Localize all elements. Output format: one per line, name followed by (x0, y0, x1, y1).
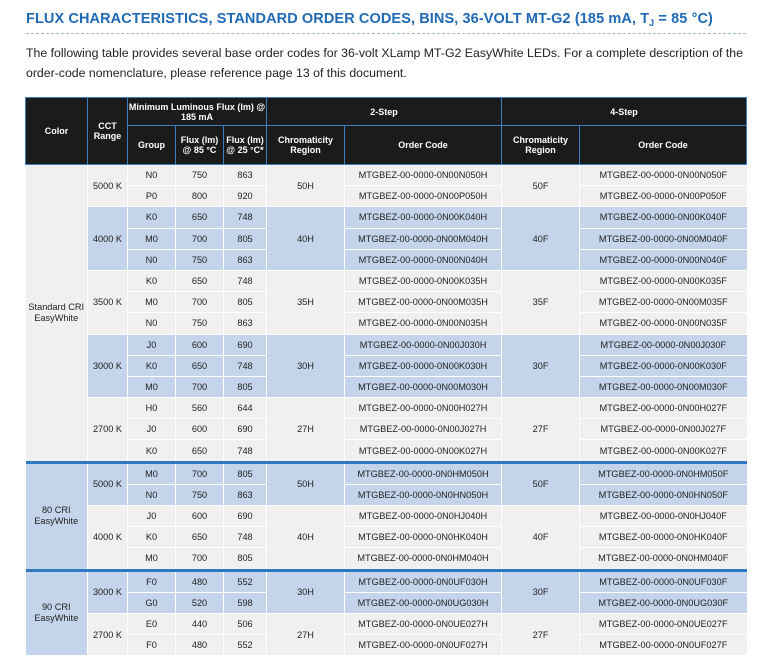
flux-25c-cell: 748 (224, 355, 267, 376)
table-row (26, 484, 747, 505)
order-code-4step-cell: MTGBEZ-00-0000-0N00K027F (580, 440, 747, 462)
chromaticity-region-4step-cell: 40F (502, 506, 580, 571)
order-code-2step-cell: MTGBEZ-00-0000-0N0UE027H (345, 613, 502, 634)
order-code-4step-cell: MTGBEZ-00-0000-0N0HK040F (580, 527, 747, 548)
flux-85c-cell: 750 (176, 484, 224, 505)
flux-25c-cell: 805 (224, 228, 267, 249)
flux-25c-cell: 748 (224, 527, 267, 548)
order-code-4step-cell: MTGBEZ-00-0000-0N00N050F (580, 165, 747, 186)
table-row (26, 270, 747, 291)
group-cell: M0 (128, 548, 176, 570)
order-code-2step-cell: MTGBEZ-00-0000-0N00J030H (345, 334, 502, 355)
flux-85c-cell: 520 (176, 592, 224, 613)
flux-25c-cell: 690 (224, 506, 267, 527)
flux-85c-cell: 650 (176, 355, 224, 376)
order-code-4step-cell: MTGBEZ-00-0000-0N00K030F (580, 355, 747, 376)
group-cell: J0 (128, 506, 176, 527)
flux-25c-cell: 863 (224, 484, 267, 505)
chromaticity-region-2step-cell: 30H (267, 334, 345, 398)
intro-paragraph: The following table provides several base order codes for 36-volt XLamp MT-G2 EasyWhite LEDs. For a complete description of the order-code nomenclature, please reference page 13 of this document. (26, 46, 743, 80)
group-cell: F0 (128, 570, 176, 592)
flux-25c-cell: 863 (224, 313, 267, 334)
order-code-4step-cell: MTGBEZ-00-0000-0N0UE027F (580, 613, 747, 634)
order-code-2step-cell: MTGBEZ-00-0000-0N00N035H (345, 313, 502, 334)
order-code-4step-cell: MTGBEZ-00-0000-0N00M030F (580, 376, 747, 397)
order-code-2step-cell: MTGBEZ-00-0000-0N0HM040H (345, 548, 502, 570)
cct-range-cell: 2700 K (88, 613, 128, 655)
chromaticity-region-4step-cell: 50F (502, 462, 580, 505)
header-min-luminous-flux: Minimum Luminous Flux (lm) @ 185 mA (128, 98, 267, 126)
order-code-2step-cell: MTGBEZ-00-0000-0N00P050H (345, 186, 502, 207)
flux-85c-cell: 700 (176, 292, 224, 313)
flux-25c-cell: 805 (224, 292, 267, 313)
table-row (26, 186, 747, 207)
order-code-2step-cell: MTGBEZ-00-0000-0N0HJ040H (345, 506, 502, 527)
flux-85c-cell: 480 (176, 635, 224, 656)
cct-range-cell: 4000 K (88, 506, 128, 571)
order-code-2step-cell: MTGBEZ-00-0000-0N00M035H (345, 292, 502, 313)
flux-25c-cell: 863 (224, 165, 267, 186)
table-header (26, 98, 747, 165)
order-code-2step-cell: MTGBEZ-00-0000-0N0UF027H (345, 635, 502, 656)
table-row (26, 506, 747, 527)
flux-25c-cell: 805 (224, 376, 267, 397)
order-code-4step-cell: MTGBEZ-00-0000-0N0HM050F (580, 462, 747, 484)
color-cell: Standard CRI EasyWhite (26, 165, 88, 463)
table-row (26, 355, 747, 376)
flux-85c-cell: 750 (176, 165, 224, 186)
table-row (26, 592, 747, 613)
cct-range-cell: 5000 K (88, 165, 128, 207)
order-code-2step-cell: MTGBEZ-00-0000-0N00N040H (345, 249, 502, 270)
group-cell: M0 (128, 228, 176, 249)
table-row (26, 398, 747, 419)
section-title (26, 11, 713, 28)
order-code-4step-cell: MTGBEZ-00-0000-0N00M035F (580, 292, 747, 313)
table-row (26, 165, 747, 186)
header-color: Color (26, 98, 88, 165)
flux-25c-cell: 863 (224, 249, 267, 270)
group-cell: K0 (128, 270, 176, 291)
flux-25c-cell: 920 (224, 186, 267, 207)
flux-25c-cell: 644 (224, 398, 267, 419)
table-body (26, 165, 747, 656)
order-code-4step-cell: MTGBEZ-00-0000-0N0UF027F (580, 635, 747, 656)
order-code-2step-cell: MTGBEZ-00-0000-0N00H027H (345, 398, 502, 419)
header-two-step: 2-Step (267, 98, 502, 126)
header-chromaticity-region-2step: Chromaticity Region (267, 126, 345, 165)
group-cell: K0 (128, 207, 176, 228)
order-code-4step-cell: MTGBEZ-00-0000-0N0HJ040F (580, 506, 747, 527)
order-code-2step-cell: MTGBEZ-00-0000-0N00K027H (345, 440, 502, 462)
flux-85c-cell: 700 (176, 376, 224, 397)
group-cell: H0 (128, 398, 176, 419)
order-code-2step-cell: MTGBEZ-00-0000-0N00J027H (345, 419, 502, 440)
order-code-2step-cell: MTGBEZ-00-0000-0N0HK040H (345, 527, 502, 548)
order-code-2step-cell: MTGBEZ-00-0000-0N0UF030H (345, 570, 502, 592)
order-code-2step-cell: MTGBEZ-00-0000-0N00N050H (345, 165, 502, 186)
group-cell: P0 (128, 186, 176, 207)
header-order-code-2step: Order Code (345, 126, 502, 165)
flux-25c-cell: 748 (224, 440, 267, 462)
table-row (26, 207, 747, 228)
chromaticity-region-4step-cell: 35F (502, 270, 580, 334)
header-cct-range: CCT Range (88, 98, 128, 165)
cct-range-cell: 5000 K (88, 462, 128, 505)
order-code-2step-cell: MTGBEZ-00-0000-0N0HM050H (345, 462, 502, 484)
group-cell: M0 (128, 376, 176, 397)
order-code-4step-cell: MTGBEZ-00-0000-0N00P050F (580, 186, 747, 207)
chromaticity-region-2step-cell: 50H (267, 165, 345, 207)
chromaticity-region-4step-cell: 27F (502, 398, 580, 463)
flux-25c-cell: 552 (224, 635, 267, 656)
cct-range-cell: 3000 K (88, 334, 128, 398)
flux-25c-cell: 690 (224, 419, 267, 440)
group-cell: F0 (128, 635, 176, 656)
table-row (26, 527, 747, 548)
flux-85c-cell: 700 (176, 548, 224, 570)
order-code-4step-cell: MTGBEZ-00-0000-0N0HN050F (580, 484, 747, 505)
cct-range-cell: 3000 K (88, 570, 128, 613)
chromaticity-region-2step-cell: 30H (267, 570, 345, 613)
group-cell: N0 (128, 484, 176, 505)
order-code-2step-cell: MTGBEZ-00-0000-0N00M030H (345, 376, 502, 397)
group-cell: M0 (128, 292, 176, 313)
cct-range-cell: 4000 K (88, 207, 128, 271)
table-row (26, 440, 747, 462)
flux-85c-cell: 600 (176, 419, 224, 440)
chromaticity-region-2step-cell: 27H (267, 613, 345, 655)
table-row (26, 249, 747, 270)
flux-25c-cell: 552 (224, 570, 267, 592)
order-code-2step-cell: MTGBEZ-00-0000-0N00K030H (345, 355, 502, 376)
order-code-4step-cell: MTGBEZ-00-0000-0N00H027F (580, 398, 747, 419)
order-code-2step-cell: MTGBEZ-00-0000-0N00M040H (345, 228, 502, 249)
header-group: Group (128, 126, 176, 165)
flux-85c-cell: 750 (176, 313, 224, 334)
flux-85c-cell: 650 (176, 207, 224, 228)
table-row (26, 313, 747, 334)
flux-85c-cell: 480 (176, 570, 224, 592)
color-cell: 80 CRI EasyWhite (26, 462, 88, 570)
order-code-4step-cell: MTGBEZ-00-0000-0N00N040F (580, 249, 747, 270)
chromaticity-region-4step-cell: 30F (502, 334, 580, 398)
table-row (26, 228, 747, 249)
header-chromaticity-region-4step: Chromaticity Region (502, 126, 580, 165)
title-suffix: = 85 °C) (654, 11, 713, 27)
flux-table (25, 97, 747, 656)
group-cell: K0 (128, 440, 176, 462)
cct-range-cell: 2700 K (88, 398, 128, 463)
chromaticity-region-2step-cell: 40H (267, 207, 345, 271)
order-code-2step-cell: MTGBEZ-00-0000-0N0UG030H (345, 592, 502, 613)
flux-25c-cell: 690 (224, 334, 267, 355)
flux-85c-cell: 700 (176, 228, 224, 249)
header-four-step: 4-Step (502, 98, 747, 126)
flux-85c-cell: 600 (176, 506, 224, 527)
group-cell: J0 (128, 334, 176, 355)
chromaticity-region-2step-cell: 50H (267, 462, 345, 505)
header-flux-25c: Flux (lm) @ 25 °C* (224, 126, 267, 165)
table-row (26, 419, 747, 440)
group-cell: G0 (128, 592, 176, 613)
header-order-code-4step: Order Code (580, 126, 747, 165)
table-row (26, 570, 747, 592)
flux-25c-cell: 748 (224, 270, 267, 291)
flux-25c-cell: 805 (224, 548, 267, 570)
chromaticity-region-2step-cell: 35H (267, 270, 345, 334)
flux-85c-cell: 800 (176, 186, 224, 207)
order-code-2step-cell: MTGBEZ-00-0000-0N00K040H (345, 207, 502, 228)
group-cell: N0 (128, 313, 176, 334)
group-cell: J0 (128, 419, 176, 440)
chromaticity-region-2step-cell: 27H (267, 398, 345, 463)
order-code-4step-cell: MTGBEZ-00-0000-0N00N035F (580, 313, 747, 334)
group-cell: K0 (128, 355, 176, 376)
chromaticity-region-2step-cell: 40H (267, 506, 345, 571)
order-code-4step-cell: MTGBEZ-00-0000-0N0HM040F (580, 548, 747, 570)
flux-85c-cell: 440 (176, 613, 224, 634)
flux-25c-cell: 748 (224, 207, 267, 228)
table-row (26, 548, 747, 570)
table-row (26, 334, 747, 355)
group-cell: M0 (128, 462, 176, 484)
table-row (26, 613, 747, 634)
flux-25c-cell: 598 (224, 592, 267, 613)
chromaticity-region-4step-cell: 30F (502, 570, 580, 613)
order-code-4step-cell: MTGBEZ-00-0000-0N0UG030F (580, 592, 747, 613)
order-code-4step-cell: MTGBEZ-00-0000-0N00K040F (580, 207, 747, 228)
header-flux-85c: Flux (lm) @ 85 °C (176, 126, 224, 165)
flux-25c-cell: 805 (224, 462, 267, 484)
title-text: FLUX CHARACTERISTICS, STANDARD ORDER CODES, BINS, 36-VOLT MT-G2 (185 mA, T (26, 11, 650, 27)
flux-85c-cell: 750 (176, 249, 224, 270)
chromaticity-region-4step-cell: 40F (502, 207, 580, 271)
order-code-4step-cell: MTGBEZ-00-0000-0N0UF030F (580, 570, 747, 592)
table-row (26, 462, 747, 484)
chromaticity-region-4step-cell: 50F (502, 165, 580, 207)
group-cell: N0 (128, 249, 176, 270)
color-cell: 90 CRI EasyWhite (26, 570, 88, 656)
table-row (26, 376, 747, 397)
flux-25c-cell: 506 (224, 613, 267, 634)
table-row (26, 292, 747, 313)
flux-85c-cell: 650 (176, 440, 224, 462)
order-code-4step-cell: MTGBEZ-00-0000-0N00K035F (580, 270, 747, 291)
flux-85c-cell: 600 (176, 334, 224, 355)
title-divider (26, 33, 746, 34)
flux-85c-cell: 700 (176, 462, 224, 484)
group-cell: N0 (128, 165, 176, 186)
group-cell: E0 (128, 613, 176, 634)
chromaticity-region-4step-cell: 27F (502, 613, 580, 655)
order-code-2step-cell: MTGBEZ-00-0000-0N00K035H (345, 270, 502, 291)
group-cell: K0 (128, 527, 176, 548)
flux-85c-cell: 560 (176, 398, 224, 419)
table-row (26, 635, 747, 656)
title-subscript: J (649, 18, 655, 28)
cct-range-cell: 3500 K (88, 270, 128, 334)
order-code-4step-cell: MTGBEZ-00-0000-0N00M040F (580, 228, 747, 249)
order-code-2step-cell: MTGBEZ-00-0000-0N0HN050H (345, 484, 502, 505)
order-code-4step-cell: MTGBEZ-00-0000-0N00J027F (580, 419, 747, 440)
flux-85c-cell: 650 (176, 527, 224, 548)
flux-85c-cell: 650 (176, 270, 224, 291)
order-code-4step-cell: MTGBEZ-00-0000-0N00J030F (580, 334, 747, 355)
